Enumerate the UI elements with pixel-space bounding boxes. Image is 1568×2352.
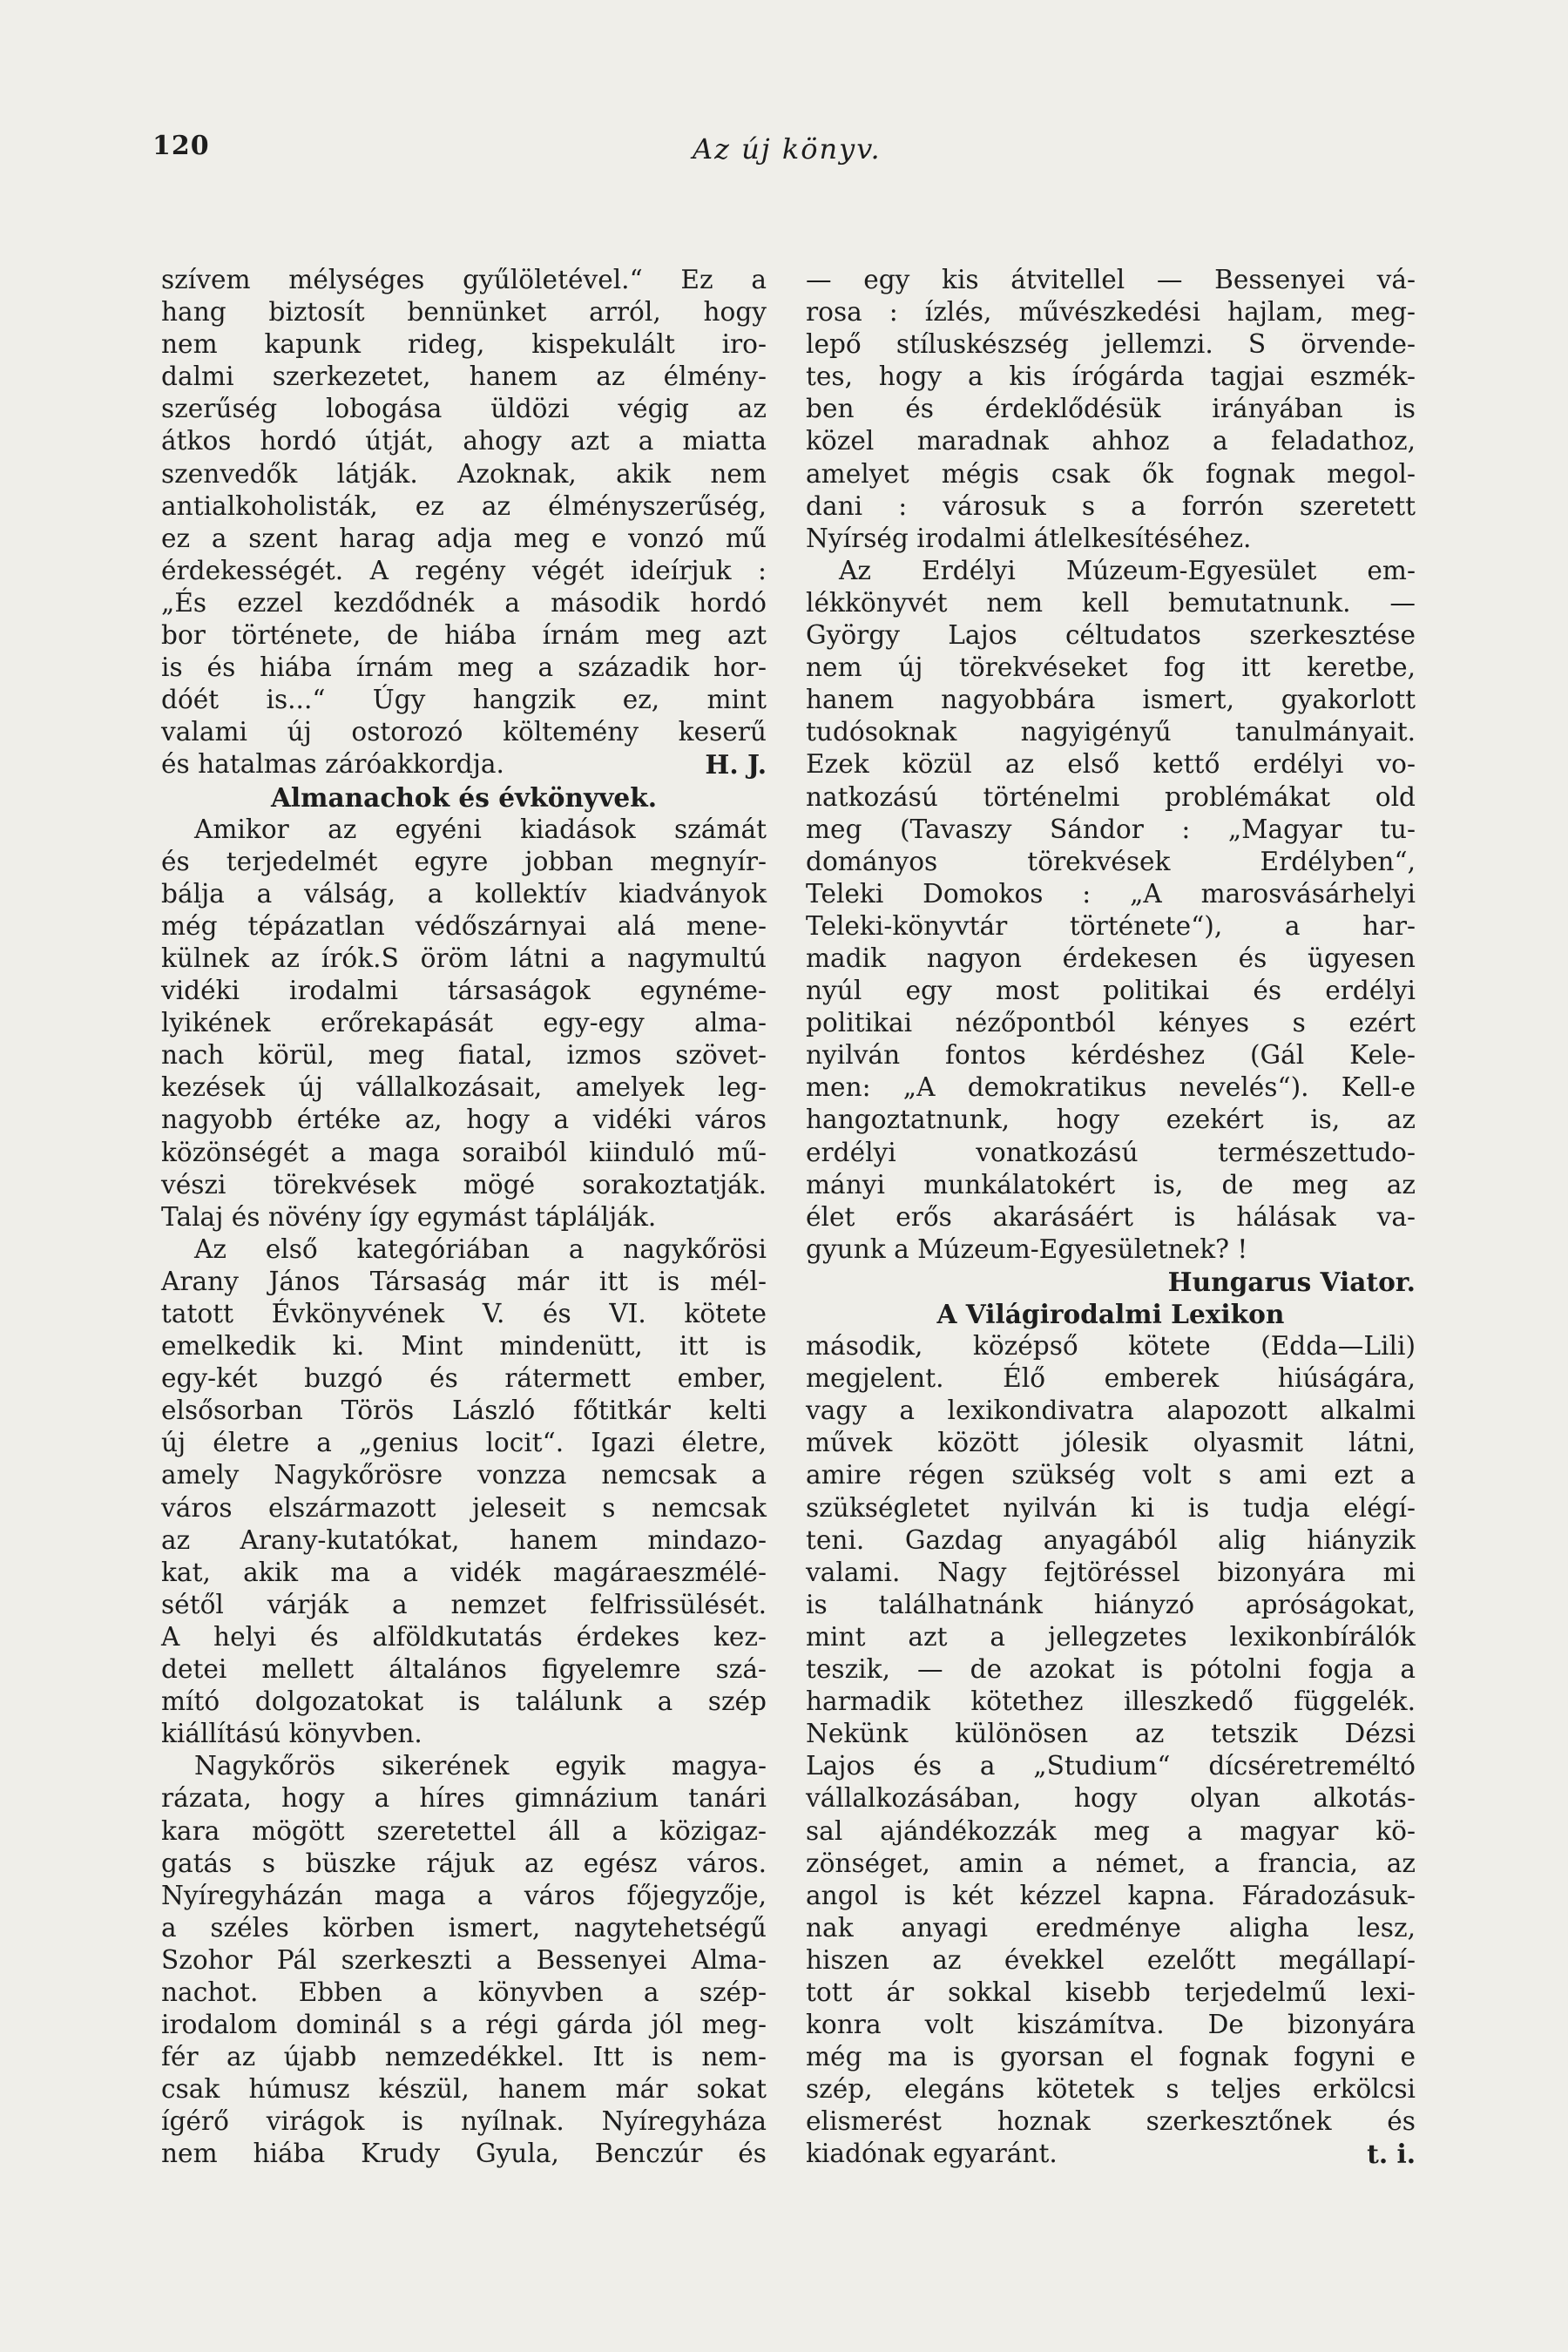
text-line-content: és hatalmas záróakkordja. bbox=[161, 749, 504, 780]
text-line: ez a szent harag adja meg e vonzó mű bbox=[161, 523, 767, 553]
text-line: Nagykőrös sikerének egyik magya- bbox=[194, 1751, 767, 1781]
text-line: sétől várják a nemzet felfrissülését. bbox=[161, 1589, 767, 1619]
text-line bbox=[161, 748, 767, 781]
text-line: átkos hordó útját, ahogy azt a miatta bbox=[161, 426, 767, 456]
text-line: Nekünk különösen az tetszik Dézsi bbox=[806, 1719, 1416, 1749]
text-line: nem új törekvéseket fog itt keretbe, bbox=[806, 652, 1416, 683]
text-line: meg (Tavaszy Sándor : „Magyar tu- bbox=[806, 814, 1416, 844]
text-line: men: „A demokratikus nevelés“). Kell-e bbox=[806, 1072, 1416, 1103]
text-line: lyikének erőrekapását egy-egy alma- bbox=[161, 1008, 767, 1038]
text-line: csak húmusz készül, hanem már sokat bbox=[161, 2074, 767, 2105]
text-line: ben és érdeklődésük irányában is bbox=[806, 394, 1416, 424]
text-line: Nyírség irodalmi átlelkesítéséhez. bbox=[806, 523, 1252, 553]
text-line: bálja a válság, a kollektív kiadványok bbox=[161, 878, 767, 909]
text-line: kat, akik ma a vidék magáraeszmélé- bbox=[161, 1557, 767, 1587]
text-line: tes, hogy a kis írógárda tagjai eszmék- bbox=[806, 362, 1416, 392]
text-line: szívem mélységes gyűlöletével.“ Ez a bbox=[161, 265, 767, 294]
text-line: művek között jólesik olyasmit látni, bbox=[806, 1428, 1416, 1458]
text-line: lékkönyvét nem kell bemutatnunk. — bbox=[806, 587, 1416, 618]
text-line: egy-két buzgó és rátermett ember, bbox=[161, 1363, 767, 1394]
text-line: elismerést hoznak szerkesztőnek és bbox=[806, 2106, 1416, 2137]
text-line: gyunk a Múzeum-Egyesületnek? ! bbox=[806, 1233, 1248, 1264]
text-line: nachot. Ebben a könyvben a szép- bbox=[161, 1977, 767, 2007]
text-line: Az Erdélyi Múzeum-Egyesület em- bbox=[839, 555, 1416, 585]
text-line: amire régen szükség volt s ami ezt a bbox=[806, 1460, 1416, 1490]
text-line: is találhatnánk hiányzó apróságokat, bbox=[806, 1589, 1416, 1619]
text-line: vidéki irodalmi társaságok egynéme- bbox=[161, 976, 767, 1006]
text-line: érdekességét. A regény végét ideírjuk : bbox=[161, 555, 767, 585]
text-line: Ezek közül az első kettő erdélyi vo- bbox=[806, 749, 1416, 780]
text-line: A helyi és alföldkutatás érdekes kez- bbox=[161, 1621, 767, 1652]
author-signature: H. J. bbox=[705, 749, 767, 781]
text-line: elsősorban Törös László főtitkár kelti bbox=[161, 1396, 767, 1426]
text-line: kara mögött szeretettel áll a közigaz- bbox=[161, 1815, 767, 1846]
text-line: zönséget, amin a német, a francia, az bbox=[806, 1848, 1416, 1878]
text-line: erdélyi vonatkozású természettudo- bbox=[806, 1137, 1416, 1167]
text-line: natkozású történelmi problémákat old bbox=[806, 781, 1416, 812]
text-line: mint azt a jellegzetes lexikonbírálók bbox=[806, 1621, 1416, 1652]
text-line: kiállítású könyvben. bbox=[161, 1719, 422, 1749]
text-line: sal ajándékozzák meg a magyar kö- bbox=[806, 1815, 1416, 1846]
text-line: Szohor Pál szerkeszti a Bessenyei Alma- bbox=[161, 1944, 767, 1975]
text-line: „És ezzel kezdődnék a második hordó bbox=[161, 587, 767, 618]
text-line: hanem nagyobbára ismert, gyakorlott bbox=[806, 685, 1416, 715]
text-line: vagy a lexikondivatra alapozott alkalmi bbox=[806, 1396, 1416, 1426]
text-line: tudósoknak nagyigényű tanulmányait. bbox=[806, 717, 1416, 747]
text-line: nach körül, meg fiatal, izmos szövet- bbox=[161, 1040, 767, 1071]
text-line: nem hiába Krudy Gyula, Benczúr és bbox=[161, 2139, 767, 2169]
text-line: hang biztosít bennünket arról, hogy bbox=[161, 297, 767, 328]
text-line: szenvedők látják. Azoknak, akik nem bbox=[161, 458, 767, 489]
text-line: rosa : ízlés, művészkedési hajlam, meg- bbox=[806, 297, 1416, 328]
text-line: Teleki-könyvtár története“), a har- bbox=[806, 910, 1416, 941]
text-line: kezések új vállalkozásait, amelyek leg- bbox=[161, 1072, 767, 1103]
text-line: amely Nagykőrösre vonzza nemcsak a bbox=[161, 1460, 767, 1490]
left-column bbox=[161, 264, 767, 2171]
text-line: megjelent. Élő emberek hiúságára, bbox=[806, 1363, 1416, 1394]
text-line: tott ár sokkal kisebb terjedelmű lexi- bbox=[806, 1977, 1416, 2007]
text-line: mító dolgozatokat is találunk a szép bbox=[161, 1686, 767, 1717]
text-line: — egy kis átvitellel — Bessenyei vá- bbox=[806, 265, 1416, 294]
text-line: külnek az írók.S öröm látni a nagymultú bbox=[161, 943, 767, 973]
text-line: hiszen az évekkel ezelőtt megállapí- bbox=[806, 1944, 1416, 1975]
section-heading: A Világirodalmi Lexikon bbox=[936, 1299, 1285, 1329]
text-line: város elszármazott jeleseit s nemcsak bbox=[161, 1492, 767, 1523]
text-line: György Lajos céltudatos szerkesztése bbox=[806, 620, 1416, 651]
text-line: dományos törekvések Erdélyben“, bbox=[806, 846, 1416, 876]
text-line: a széles körben ismert, nagytehetségű bbox=[161, 1912, 767, 1943]
text-line: közel maradnak ahhoz a feladathoz, bbox=[806, 426, 1416, 456]
text-line: gatás s büszke rájuk az egész város. bbox=[161, 1848, 767, 1878]
text-line: nyilván fontos kérdéshez (Gál Kele- bbox=[806, 1040, 1416, 1071]
text-line: hangoztatnunk, hogy ezekért is, az bbox=[806, 1105, 1416, 1135]
text-line: lepő stíluskészség jellemzi. S örvende- bbox=[806, 329, 1416, 360]
text-line: mányi munkálatokért is, de meg az bbox=[806, 1169, 1416, 1200]
text-line: valami új ostorozó költemény keserű bbox=[161, 717, 767, 747]
text-line: is és hiába írnám meg a századik hor- bbox=[161, 652, 767, 683]
text-line: konra volt kiszámítva. De bizonyára bbox=[806, 2010, 1416, 2040]
text-line: szerűség lobogása üldözi végig az bbox=[161, 394, 767, 424]
text-line: szép, elegáns kötetek s teljes erkölcsi bbox=[806, 2074, 1416, 2105]
text-line: nak anyagi eredménye aligha lesz, bbox=[806, 1912, 1416, 1943]
text-line: emelkedik ki. Mint mindenütt, itt is bbox=[161, 1331, 767, 1362]
text-line: politikai nézőpontból kényes s ezért bbox=[806, 1008, 1416, 1038]
text-line: teszik, — de azokat is pótolni fogja a bbox=[806, 1654, 1416, 1685]
section-heading: Almanachok és évkönyvek. bbox=[270, 781, 658, 813]
running-title: Az új könyv. bbox=[693, 132, 882, 166]
text-line: Nyíregyházán maga a város főjegyzője, bbox=[161, 1880, 767, 1910]
page-number: 120 bbox=[152, 131, 210, 161]
text-line: harmadik kötethez illeszkedő függelék. bbox=[806, 1686, 1416, 1717]
text-line: szükségletet nyilván ki is tudja elégí- bbox=[806, 1492, 1416, 1523]
text-line: még tépázatlan védőszárnyai alá mene- bbox=[161, 910, 767, 941]
text-line: amelyet mégis csak ők fognak megol- bbox=[806, 458, 1416, 489]
text-line: fér az újabb nemzedékkel. Itt is nem- bbox=[161, 2042, 767, 2072]
text-line: Talaj és növény így egymást táplálják. bbox=[161, 1201, 657, 1232]
text-line: bor története, de hiába írnám meg azt bbox=[161, 620, 767, 651]
text-line: vállalkozásában, hogy olyan alkotás- bbox=[806, 1783, 1416, 1814]
text-line: Arany János Társaság már itt is mél- bbox=[161, 1266, 767, 1296]
text-line: dalmi szerkezetet, hanem az élmény- bbox=[161, 362, 767, 392]
text-line bbox=[806, 2138, 1416, 2170]
text-line: ígérő virágok is nyílnak. Nyíregyháza bbox=[161, 2106, 767, 2137]
text-line: tatott Évkönyvének V. és VI. kötete bbox=[161, 1299, 767, 1328]
text-line: dani : városuk s a forrón szeretett bbox=[806, 490, 1416, 521]
text-line: dóét is...“ Úgy hangzik ez, mint bbox=[161, 685, 767, 715]
text-line: detei mellett általános figyelemre szá- bbox=[161, 1654, 767, 1685]
text-line: Teleki Domokos : „A marosvásárhelyi bbox=[806, 878, 1416, 909]
text-line-content: kiadónak egyaránt. bbox=[806, 2139, 1058, 2169]
right-column bbox=[806, 264, 1416, 2171]
text-line: angol is két kézzel kapna. Fáradozásuk- bbox=[806, 1880, 1416, 1910]
text-line: Amikor az egyéni kiadások számát bbox=[194, 814, 767, 844]
author-signature: t. i. bbox=[1367, 2139, 1416, 2170]
text-line: élet erős akarásáért is hálásak va- bbox=[806, 1201, 1416, 1232]
text-line: antialkoholisták, ez az élményszerűség, bbox=[161, 490, 767, 521]
text-line: rázata, hogy a híres gimnázium tanári bbox=[161, 1783, 767, 1814]
text-line: és terjedelmét egyre jobban megnyír- bbox=[161, 846, 767, 876]
page-header bbox=[152, 131, 1416, 183]
text-line: az Arany-kutatókat, hanem mindazo- bbox=[161, 1524, 767, 1555]
text-line: Az első kategóriában a nagykőrösi bbox=[194, 1233, 767, 1264]
text-line: irodalom dominál s a régi gárda jól meg- bbox=[161, 2010, 767, 2040]
text-line: madik nagyon érdekesen és ügyesen bbox=[806, 943, 1416, 973]
author-signature: Hungarus Viator. bbox=[1167, 1266, 1416, 1297]
text-line: nem kapunk rideg, kispekulált iro- bbox=[161, 329, 767, 360]
text-line: második, középső kötete (Edda—Lili) bbox=[806, 1331, 1416, 1362]
text-line: valami. Nagy fejtöréssel bizonyára mi bbox=[806, 1557, 1416, 1587]
text-line: teni. Gazdag anyagából alig hiányzik bbox=[806, 1524, 1416, 1555]
text-line: nyúl egy most politikai és erdélyi bbox=[806, 976, 1416, 1006]
text-line: nagyobb értéke az, hogy a vidéki város bbox=[161, 1105, 767, 1135]
text-line: új életre a „genius locit“. Igazi életre, bbox=[161, 1428, 767, 1458]
text-line: közönségét a maga soraiból kiinduló mű- bbox=[161, 1137, 767, 1167]
text-line: vészi törekvések mögé sorakoztatják. bbox=[161, 1169, 767, 1200]
text-line: Lajos és a „Studium“ dícséretreméltó bbox=[806, 1751, 1416, 1781]
text-line: még ma is gyorsan el fognak fogyni e bbox=[806, 2042, 1416, 2072]
